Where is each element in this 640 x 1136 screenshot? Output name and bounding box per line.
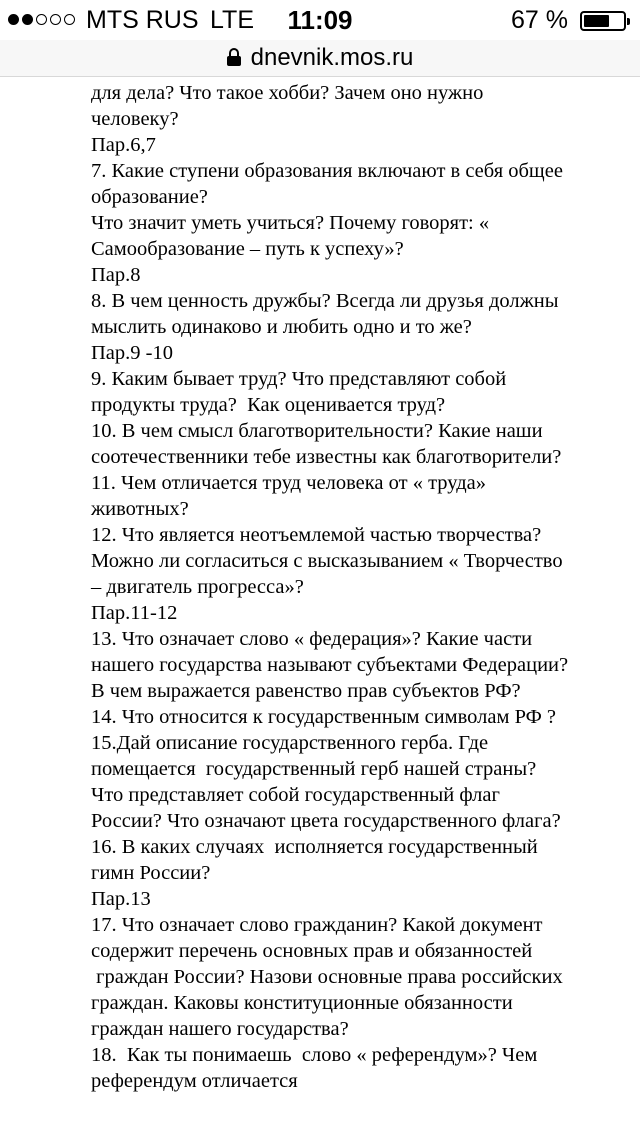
document-line: 8. В чем ценность дружбы? Всегда ли друзья должны [91,290,559,312]
document-line: 18. Как ты понимаешь слово « референдум»? Чем [91,1044,538,1066]
document-line: образование? [91,186,208,208]
document-line: продукты труда? Как оценивается труд? [91,394,446,416]
document-line: 16. В каких случаях исполняется государственный [91,836,538,858]
document-line: Пар.6,7 [91,134,156,156]
document-line: 14. Что относится к государственным символам РФ ? [91,706,557,728]
battery-percent: 67 % [511,6,568,34]
document-line: граждан нашего государства? [91,1018,349,1040]
document-line: нашего государства называют субъектами Федерации? [91,654,569,676]
document-line: Пар.8 [91,264,141,286]
address-bar[interactable] [0,40,640,77]
document-line: 10. В чем смысл благотворительности? Какие наши [91,420,543,442]
clock: 11:09 [287,5,353,35]
status-bar [0,0,640,40]
document-text [91,80,636,1094]
battery-level [584,15,609,27]
document-line: граждан. Каковы конституционные обязанности [91,992,513,1014]
document-line: для дела? Что такое хобби? Зачем оно нужно [91,82,484,104]
battery-icon [580,11,626,31]
document-line: Пар.11-12 [91,602,178,624]
document-line: Пар.13 [91,888,151,910]
network-type: LTE [210,6,254,34]
document-line: содержит перечень основных прав и обязанностей [91,940,533,962]
document-line: 12. Что является неотъемлемой частью творчества? [91,524,542,546]
page-domain[interactable]: dnevnik.mos.ru [250,44,414,71]
document-line: В чем выражается равенство прав субъектов РФ? [91,680,521,702]
document-line: человеку? [91,108,179,130]
document-line: 15.Дай описание государственного герба. Где [91,732,489,754]
document-line: помещается государственный герб нашей страны? [91,758,537,780]
document-line: референдум отличается [91,1070,298,1092]
document-line: граждан России? Назови основные права российских [91,966,563,988]
document-line: мыслить одинаково и любить одно и то же? [91,316,472,338]
document-line: 11. Чем отличается труд человека от « труда» [91,472,486,494]
document-line: 9. Каким бывает труд? Что представляют собой [91,368,507,390]
document-line: – двигатель прогресса»? [91,576,304,598]
document-line: соотечественники тебе известны как благотворители? [91,446,562,468]
document-line: России? Что означают цвета государственного флага? [91,810,561,832]
document-line: Можно ли согласиться с высказыванием « Творчество [91,550,563,572]
document-line: 13. Что означает слово « федерация»? Какие части [91,628,533,650]
document-line: Что значит уметь учиться? Почему говорят: « [91,212,490,234]
document-line: Что представляет собой государственный флаг [91,784,500,806]
document-line: 7. Какие ступени образования включают в себя общее [91,160,563,182]
lock-icon [227,48,241,66]
document-line: Пар.9 -10 [91,342,173,364]
document-line: Самообразование – путь к успеху»? [91,238,404,260]
document-line: животных? [91,498,189,520]
document-line: гимн России? [91,862,211,884]
carrier-name: MTS RUS [86,6,199,34]
document-line: 17. Что означает слово гражданин? Какой документ [91,914,543,936]
